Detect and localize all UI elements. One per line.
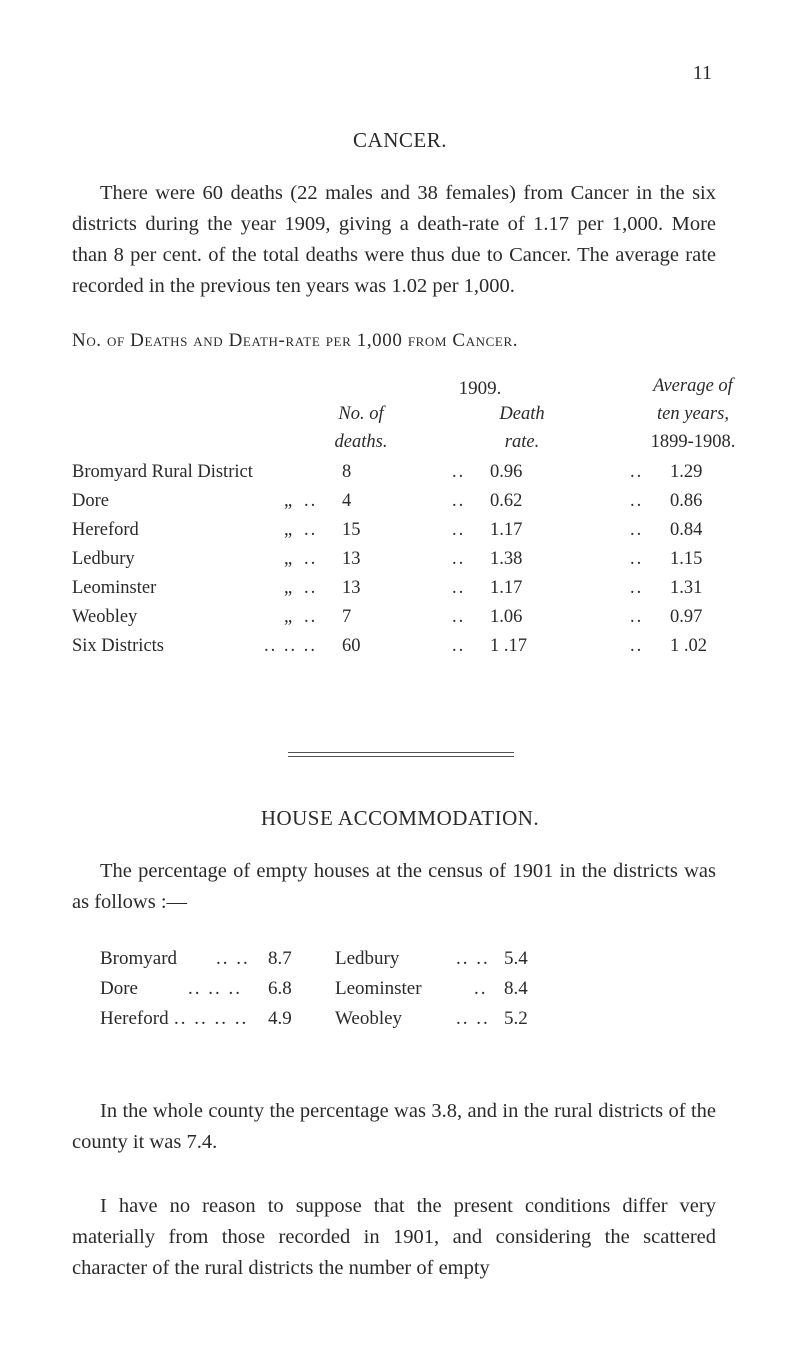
district-name: Dore: [72, 491, 109, 511]
leader-dots: ..: [304, 549, 318, 569]
percentage-value: 4.9: [268, 1008, 292, 1029]
ditto-mark: „: [284, 578, 293, 598]
table-row: [72, 462, 732, 490]
leader-dots: ..: [452, 462, 466, 482]
table-row: [72, 549, 732, 577]
average-value: 1.29: [670, 462, 703, 482]
rate-header-line-2: rate.: [504, 432, 540, 452]
rate-value: 0.96: [490, 462, 523, 482]
leader-dots: ..: [630, 549, 644, 569]
leader-dots: .. .. .. ..: [174, 1008, 249, 1029]
deaths-value: 7: [342, 607, 352, 627]
district-name: Dore: [100, 978, 138, 999]
leader-dots: .. ..: [216, 948, 250, 969]
leader-dots: ..: [630, 607, 644, 627]
avg-header-line-3: 1899-1908.: [650, 432, 736, 452]
cancer-paragraph: There were 60 deaths (22 males and 38 females) from Cancer in the six districts during the year 1909, giving a death-rate of 1.17 per 1,000. More than 8 per cent. of the total deaths were thus due to Cancer. The average rate recorded in the previous ten years was 1.02 per 1,000.: [72, 182, 716, 297]
leader-dots: ..: [630, 636, 644, 656]
deaths-value: 13: [342, 549, 361, 569]
page-number: 11: [692, 62, 712, 84]
average-value: 1.15: [670, 549, 703, 569]
rate-value: 0.62: [490, 491, 523, 511]
leader-dots: .. .. ..: [188, 978, 242, 999]
leader-dots: ..: [452, 578, 466, 598]
leader-dots: ..: [304, 520, 318, 540]
rate-value: 1.17: [490, 578, 523, 598]
percentage-value: 8.4: [504, 978, 528, 999]
district-name: Ledbury: [335, 948, 400, 969]
rate-header-line-1: Death: [499, 404, 545, 424]
leader-dots: ..: [630, 462, 644, 482]
table-row: [72, 520, 732, 548]
leader-dots: ..: [452, 491, 466, 511]
leader-dots: ..: [452, 607, 466, 627]
average-value: 0.84: [670, 520, 703, 540]
rate-value: 1 .17: [490, 636, 527, 656]
district-name: Six Districts: [72, 636, 164, 656]
leader-dots: ..: [630, 520, 644, 540]
district-name: Hereford: [100, 1008, 169, 1029]
district-name: Leominster: [335, 978, 422, 999]
accommodation-row: [100, 948, 720, 978]
house-heading: HOUSE ACCOMMODATION.: [260, 806, 540, 830]
accommodation-row: [100, 1008, 720, 1038]
table-row: [72, 578, 732, 606]
average-value: 0.86: [670, 491, 703, 511]
leader-dots: ..: [304, 578, 318, 598]
leader-dots: ..: [304, 607, 318, 627]
table-row-total: [72, 636, 732, 664]
ditto-mark: „: [284, 520, 293, 540]
leader-dots: ..: [630, 578, 644, 598]
district-name: Hereford: [72, 520, 139, 540]
district-name: Bromyard: [100, 948, 178, 969]
district-name: Weobley: [72, 607, 138, 627]
deaths-header-line-2: deaths.: [334, 432, 388, 452]
percentage-value: 5.2: [504, 1008, 528, 1029]
leader-dots: ..: [304, 491, 318, 511]
avg-header-line-2: ten years,: [657, 404, 729, 424]
leader-dots: ..: [452, 520, 466, 540]
deaths-value: 8: [342, 462, 352, 482]
cancer-heading: CANCER.: [353, 128, 447, 152]
leader-dots: ..: [452, 549, 466, 569]
average-value: 1.31: [670, 578, 703, 598]
table-row: [72, 607, 732, 635]
accommodation-row: [100, 978, 720, 1008]
percentage-value: 6.8: [268, 978, 292, 999]
cancer-table-title: No. of Deaths and Death-rate per 1,000 from Cancer.: [72, 330, 519, 351]
deaths-value: 4: [342, 491, 352, 511]
percentage-value: 5.4: [504, 948, 528, 969]
district-name: Ledbury: [72, 549, 135, 569]
average-value: 0.97: [670, 607, 703, 627]
house-county-paragraph: In the whole county the percentage was 3.8, and in the rural districts of the county it was 7.4.: [72, 1100, 716, 1153]
district-name: Weobley: [335, 1008, 403, 1029]
leader-dots: ..: [630, 491, 644, 511]
deaths-value: 13: [342, 578, 361, 598]
rate-value: 1.06: [490, 607, 523, 627]
year-header: 1909.: [458, 378, 502, 399]
leader-dots: ..: [452, 636, 466, 656]
rate-value: 1.17: [490, 520, 523, 540]
district-name: Bromyard Rural District: [72, 462, 253, 482]
percentage-value: 8.7: [268, 948, 292, 969]
house-conditions-paragraph: I have no reason to suppose that the present conditions differ very materially from those recorded in 1901, and considering the scattered character of the rural districts the number of empty: [72, 1195, 716, 1279]
leader-dots: .. ..: [456, 1008, 490, 1029]
rate-value: 1.38: [490, 549, 523, 569]
average-value: 1 .02: [670, 636, 707, 656]
district-name: Leominster: [72, 578, 157, 598]
table-row: [72, 491, 732, 519]
section-divider-bottom: [288, 756, 514, 757]
deaths-value: 15: [342, 520, 361, 540]
section-divider-top: [288, 752, 514, 753]
avg-header-line-1: Average of: [653, 376, 733, 396]
ditto-mark: „: [284, 607, 293, 627]
deaths-header-line-1: No. of: [338, 404, 384, 424]
leader-dots: .. .. ..: [264, 636, 317, 656]
leader-dots: .. ..: [456, 948, 490, 969]
ditto-mark: „: [284, 549, 293, 569]
house-intro: The percentage of empty houses at the census of 1901 in the districts was as follows :—: [72, 860, 716, 913]
deaths-value: 60: [342, 636, 361, 656]
leader-dots: ..: [474, 978, 488, 999]
ditto-mark: „: [284, 491, 293, 511]
